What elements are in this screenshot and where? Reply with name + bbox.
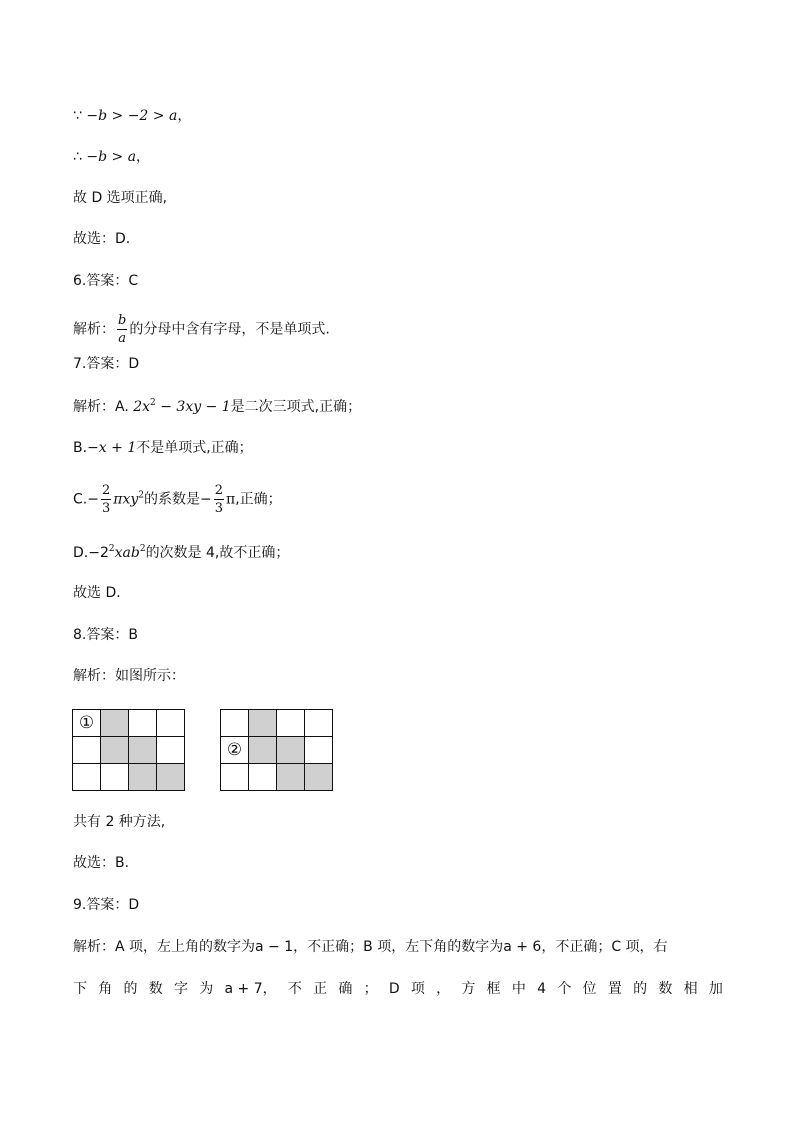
- line-choose-d-2: 故选 D.: [73, 585, 121, 601]
- justified-word: 角: [98, 981, 113, 997]
- figure-2-grid: [220, 709, 333, 791]
- grid-cell: [305, 710, 333, 737]
- justified-word: 项: [410, 981, 425, 997]
- math-expression: −b > −2 > a: [86, 108, 178, 124]
- grid-cell-shaded: [157, 764, 185, 791]
- analysis-6: 解析： $\frac{b}{a}$ 的分母中含有字母，不是单项式.: [73, 313, 330, 346]
- justified-word: 确: [338, 981, 353, 997]
- justified-row: [73, 979, 723, 999]
- grid-cell-shaded: [129, 737, 157, 764]
- justified-word: 字: [174, 981, 188, 997]
- justified-word: D: [388, 981, 400, 997]
- justified-word: 不: [287, 981, 302, 997]
- answer-8: 8.答案：B: [73, 627, 138, 643]
- justified-word: 4: [537, 981, 547, 997]
- answer-7: 7.答案：D: [73, 356, 140, 372]
- grid-cell: [221, 710, 249, 737]
- grid-cell-shaded: [277, 737, 305, 764]
- answer-6: 6.答案：C: [73, 273, 139, 289]
- circle-two-label: ②: [226, 740, 243, 760]
- line-choose-b: 故选：B.: [73, 855, 130, 871]
- analysis-9: [73, 937, 723, 957]
- grid-cell: [249, 764, 277, 791]
- grid-cell-shaded: [129, 764, 157, 791]
- justified-word: 正: [313, 981, 328, 997]
- justified-word: 的: [633, 981, 648, 997]
- line-d-correct: 故 D 选项正确,: [73, 190, 168, 206]
- justified-word: 置: [607, 981, 622, 997]
- grid-cell-shaded: [101, 737, 129, 764]
- figure-1-grid: [72, 709, 185, 791]
- justified-word: ，: [436, 981, 451, 997]
- grid-cell-shaded: [101, 710, 129, 737]
- grid-cell: [221, 737, 249, 764]
- grid-cell: [221, 764, 249, 791]
- analysis-9-line-2: [73, 979, 723, 999]
- analysis-7-d: $D.-2^2xab^2$的次数是 4,故不正确；: [73, 544, 290, 561]
- analysis-7-c: C.− $\frac{2}{3}$ πxy$^2$的系数是− $\frac{2}{3}$ π,正确；: [73, 483, 282, 516]
- justified-word: 方: [461, 981, 476, 997]
- analysis-9-line-1: 解析：A 项，左上角的数字为a − 1，不正确；B 项，左下角的数字为a + 6，不正确；C 项，右: [73, 939, 668, 955]
- analysis-8: 解析：如图所示：: [73, 668, 185, 684]
- justified-word: 为: [199, 981, 214, 997]
- analysis-7-b: B.−x + 1不是单项式,正确；: [73, 440, 253, 456]
- grid-cell: [305, 737, 333, 764]
- fraction-two-thirds: $\frac{2}{3}$: [214, 483, 224, 516]
- fraction-b-over-a: $\frac{b}{a}$: [118, 313, 127, 346]
- line-conclusion: ∴ −b > a，: [73, 149, 151, 165]
- justified-word: a + 7，: [224, 981, 277, 997]
- justified-word: 的: [123, 981, 138, 997]
- justified-word: 加: [708, 981, 723, 997]
- line-choose-d: 故选：D.: [73, 231, 131, 247]
- grid-cell: [73, 737, 101, 764]
- justified-word: 相: [683, 981, 698, 997]
- grid-cell-shaded: [249, 737, 277, 764]
- grid-cell-shaded: [305, 764, 333, 791]
- justified-word: 个: [557, 981, 572, 997]
- answer-9: 9.答案：D: [73, 897, 140, 913]
- grid-cell-shaded: [249, 710, 277, 737]
- methods-count: 共有 2 种方法,: [73, 814, 166, 830]
- justified-word: 位: [582, 981, 597, 997]
- justified-word: 数: [148, 981, 163, 997]
- grid-cell: [129, 710, 157, 737]
- grid-cell-shaded: [277, 764, 305, 791]
- grid-cell: [101, 764, 129, 791]
- grid-cell: [73, 764, 101, 791]
- grid-cell: [277, 710, 305, 737]
- line-premise: ∵ −b > −2 > a，: [73, 108, 192, 124]
- analysis-7-a: 解析：A. $2x^2 - 3xy - 1$是二次三项式,正确；: [73, 398, 362, 415]
- grid-cell: [73, 710, 101, 737]
- justified-word: 数: [658, 981, 673, 997]
- justified-word: ；: [363, 981, 378, 997]
- grid-cell: [157, 737, 185, 764]
- math-expression: −b > a: [86, 149, 137, 165]
- justified-word: 框: [486, 981, 501, 997]
- grid-cell: [157, 710, 185, 737]
- circle-one-label: ①: [78, 713, 95, 733]
- justified-word: 中: [511, 981, 526, 997]
- fraction-two-thirds: $\frac{2}{3}$: [101, 483, 111, 516]
- justified-word: 下: [73, 981, 87, 997]
